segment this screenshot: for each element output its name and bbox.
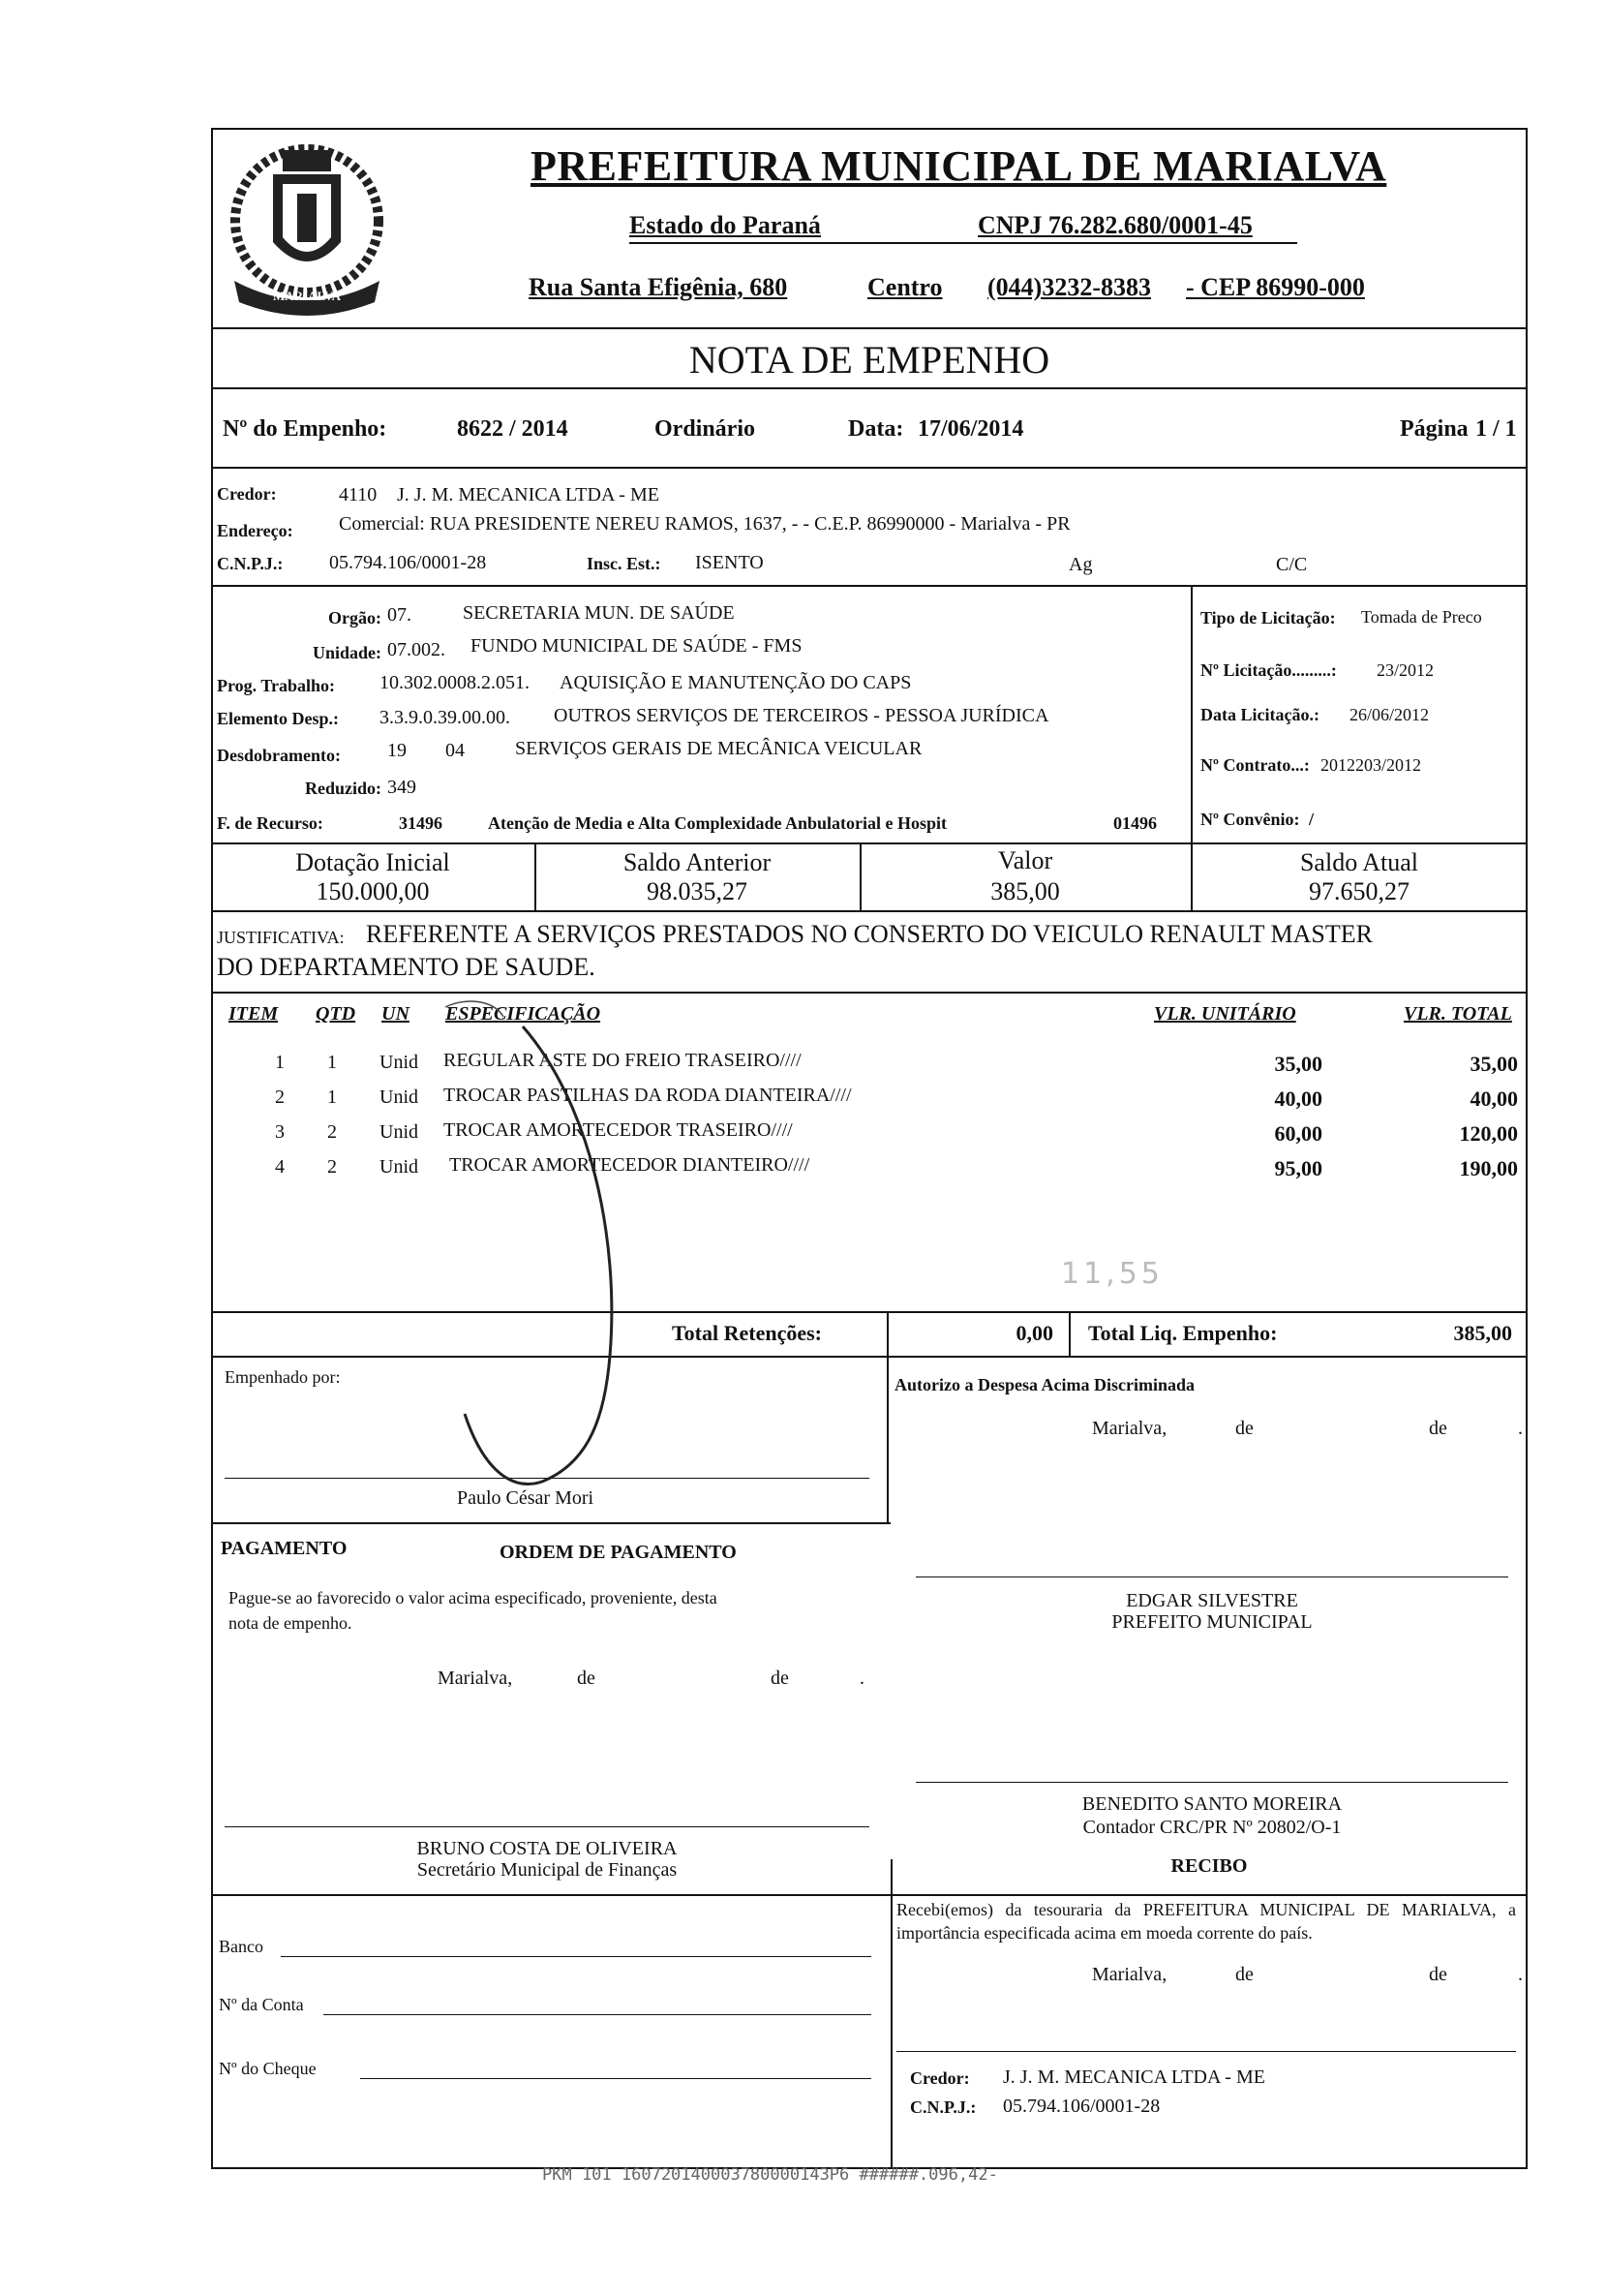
item-number: 3 (275, 1121, 285, 1143)
empenho-date-label: Data: (848, 416, 904, 442)
recibo-text: Recebi(emos) da tesouraria da PREFEITURA MUNICIPAL DE MARIALVA, a importância especificada acima em moeda corrente do país. (896, 1900, 1516, 1944)
address-phone: (044)3232-8383 (987, 273, 1151, 301)
col-qtd-header: QTD (316, 1003, 356, 1025)
saldo-anterior-value: 98.035,27 (647, 877, 747, 905)
item-spec: TROCAR AMORTECEDOR DIANTEIRO//// (449, 1154, 810, 1176)
pague-de-2: de (771, 1668, 789, 1689)
signature-column-divider (887, 1356, 889, 1522)
recibo-credor-label: Credor: (910, 2068, 970, 2088)
contador-sign-line (916, 1782, 1508, 1783)
credor-code: 4110 (339, 484, 378, 505)
justificativa-line2: DO DEPARTAMENTO DE SAUDE. (217, 953, 595, 981)
contador-name: BENEDITO SANTO MOREIRA (1081, 1793, 1343, 1815)
autorizo-text: Autorizo a Despesa Acima Discriminada (894, 1375, 1195, 1394)
prog-label: Prog. Trabalho: (217, 676, 336, 695)
item-unit-value: 40,00 (1274, 1087, 1322, 1111)
licitacao-data: 26/06/2012 (1349, 705, 1430, 724)
divider-recibo (211, 1894, 1528, 1896)
prefeito-title: PREFEITO MUNICIPAL (1111, 1611, 1313, 1633)
credor-ie-label: Insc. Est.: (587, 554, 661, 573)
saldo-atual-value: 97.650,27 (1309, 877, 1410, 905)
justificativa-label: JUSTIFICATIVA: (217, 928, 345, 947)
pague-text-1: Pague-se ao favorecido o valor acima especificado, proveniente, desta (228, 1588, 717, 1607)
address-street: Rua Santa Efigênia, 680 (529, 273, 788, 301)
desdobramento-code1: 19 (387, 740, 407, 761)
item-qtd: 1 (327, 1087, 337, 1108)
licitacao-num-label: Nº Licitação.........: (1200, 660, 1337, 680)
contrato-label: Nº Contrato...: (1200, 755, 1310, 775)
item-qtd: 2 (327, 1121, 337, 1143)
divider-saldos (211, 910, 1528, 912)
liquido-value: 385,00 (1453, 1321, 1512, 1345)
handwritten-note: 11,55 (1061, 1257, 1164, 1291)
recibo-de-1: de (1235, 1964, 1254, 1985)
convenio-label: Nº Convênio: (1200, 810, 1300, 829)
valor-label: Valor (997, 846, 1053, 874)
divider-items (211, 1311, 1528, 1313)
item-total-value: 40,00 (1470, 1087, 1518, 1111)
credor-ie: ISENTO (695, 552, 764, 573)
autorizo-city: Marialva, (1092, 1418, 1167, 1439)
divider-justificativa (211, 992, 1528, 994)
unidade-code: 07.002. (387, 639, 445, 660)
col-spec-header: ESPECIFICAÇÃO (445, 1003, 601, 1025)
pague-dot: . (860, 1668, 864, 1689)
pagamento-label: PAGAMENTO (221, 1538, 348, 1559)
justificativa-line1: REFERENTE A SERVIÇOS PRESTADOS NO CONSERTO DO VEICULO RENAULT MASTER (366, 920, 1373, 948)
recibo-column-divider (891, 1859, 893, 2169)
autorizo-dot: . (1518, 1418, 1523, 1439)
divider-licitacao (1191, 585, 1193, 844)
retencoes-label: Total Retenções: (672, 1321, 822, 1345)
credor-address: Comercial: RUA PRESIDENTE NEREU RAMOS, 1637, - - C.E.P. 86990000 - Marialva - PR (339, 513, 1071, 535)
totals-divider-left (887, 1311, 889, 1356)
divider-budget (211, 842, 1528, 844)
contador-title: Contador CRC/PR Nº 20802/O-1 (1082, 1817, 1342, 1838)
licitacao-tipo-label: Tipo de Licitação: (1200, 608, 1336, 628)
divider-title (211, 387, 1528, 389)
prog-name: AQUISIÇÃO E MANUTENÇÃO DO CAPS (560, 672, 912, 693)
credor-sign-line (896, 2051, 1516, 2052)
desdobramento-code2: 04 (445, 740, 465, 761)
dotacao-value: 150.000,00 (316, 877, 430, 905)
credor-cnpj-label: C.N.P.J.: (217, 554, 284, 573)
credor-cnpj: 05.794.106/0001-28 (329, 552, 487, 573)
doc-title: NOTA DE EMPENHO (688, 338, 1050, 382)
address-district: Centro (867, 273, 943, 301)
financas-title: Secretário Municipal de Finanças (416, 1859, 678, 1881)
item-number: 4 (275, 1156, 285, 1178)
item-total-value: 120,00 (1459, 1121, 1518, 1146)
convenio-value: / (1309, 810, 1315, 829)
licitacao-num: 23/2012 (1377, 660, 1435, 680)
autorizo-de-1: de (1235, 1418, 1254, 1439)
financas-sign-line (225, 1826, 869, 1827)
recurso-code2: 01496 (1113, 813, 1157, 833)
page-number: 1 / 1 (1475, 416, 1517, 442)
recurso-name: Atenção de Media e Alta Complexidade Anbulatorial e Hospit (488, 813, 947, 833)
item-qtd: 2 (327, 1156, 337, 1178)
recurso-label: F. de Recurso: (217, 813, 323, 833)
item-un: Unid (379, 1121, 418, 1143)
divider-totals (211, 1356, 1528, 1358)
credor-name: J. J. M. MECANICA LTDA - ME (397, 484, 659, 505)
reduzido-value: 349 (387, 777, 416, 798)
col-unit-header: VLR. UNITÁRIO (1154, 1003, 1296, 1025)
divider-header (211, 327, 1528, 329)
item-spec: TROCAR PASTILHAS DA RODA DIANTEIRA//// (443, 1085, 852, 1106)
licitacao-tipo: Tomada de Preco (1361, 607, 1482, 627)
item-total-value: 35,00 (1470, 1052, 1518, 1076)
item-unit-value: 35,00 (1274, 1052, 1322, 1076)
credor-address-label: Endereço: (217, 521, 293, 540)
recibo-credor-name: J. J. M. MECANICA LTDA - ME (1003, 2066, 1265, 2088)
col-item-header: ITEM (228, 1003, 279, 1025)
recibo-cnpj: 05.794.106/0001-28 (1003, 2096, 1161, 2117)
pague-text-2: nota de empenho. (228, 1613, 352, 1633)
elemento-label: Elemento Desp.: (217, 709, 339, 728)
divider-empenho (211, 467, 1528, 469)
elemento-code: 3.3.9.0.39.00.00. (379, 707, 510, 728)
page-title: PREFEITURA MUNICIPAL DE MARIALVA (531, 142, 1387, 190)
empenho-label: Nº do Empenho: (223, 416, 387, 442)
elemento-name: OUTROS SERVIÇOS DE TERCEIROS - PESSOA JURÍDICA (554, 705, 1049, 726)
credor-cc-label: C/C (1276, 554, 1308, 575)
state-name: Estado do Paraná (629, 211, 821, 239)
unidade-name: FUNDO MUNICIPAL DE SAÚDE - FMS (470, 635, 803, 657)
orgao-label: Orgão: (328, 608, 381, 628)
conta-field[interactable] (323, 1995, 871, 2015)
empenho-type: Ordinário (654, 416, 756, 442)
recibo-dot: . (1518, 1964, 1523, 1985)
valor-value: 385,00 (990, 877, 1060, 905)
desdobramento-label: Desdobramento: (217, 746, 341, 765)
liquido-label: Total Liq. Empenho: (1088, 1321, 1278, 1345)
item-spec: TROCAR AMORTECEDOR TRASEIRO//// (443, 1119, 793, 1141)
reduzido-label: Reduzido: (304, 779, 381, 798)
col-total-header: VLR. TOTAL (1404, 1003, 1512, 1025)
totals-divider-mid (1069, 1311, 1071, 1356)
contrato-value: 2012203/2012 (1320, 755, 1422, 775)
banco-field[interactable] (281, 1937, 871, 1957)
divider-credor (211, 585, 1528, 587)
prog-code: 10.302.0008.2.051. (379, 672, 530, 693)
financas-name: BRUNO COSTA DE OLIVEIRA (416, 1838, 678, 1859)
cnpj-header: CNPJ 76.282.680/0001-45 (978, 211, 1253, 239)
address-cep: - CEP 86990-000 (1186, 273, 1365, 301)
orgao-name: SECRETARIA MUN. DE SAÚDE (463, 602, 735, 624)
cheque-label: Nº do Cheque (219, 2059, 317, 2078)
divider-pagamento (211, 1522, 891, 1524)
recibo-cnpj-label: C.N.P.J.: (910, 2097, 977, 2117)
dotacao-label: Dotação Inicial (295, 848, 450, 876)
item-total-value: 190,00 (1459, 1156, 1518, 1180)
item-unit-value: 95,00 (1274, 1156, 1322, 1180)
empenho-number: 8622 / 2014 (457, 416, 568, 442)
empenho-date: 17/06/2014 (918, 416, 1024, 442)
page-label: Página (1400, 416, 1469, 442)
item-un: Unid (379, 1087, 418, 1108)
saldo-atual-label: Saldo Atual (1299, 848, 1419, 876)
orgao-code: 07. (387, 604, 411, 626)
credor-ag-label: Ag (1069, 554, 1093, 575)
recibo-de-2: de (1429, 1964, 1447, 1985)
conta-label: Nº da Conta (219, 1995, 304, 2014)
autorizo-de-2: de (1429, 1418, 1447, 1439)
pague-de-1: de (577, 1668, 595, 1689)
item-spec: REGULAR ASTE DO FREIO TRASEIRO//// (443, 1050, 802, 1071)
item-unit-value: 60,00 (1274, 1121, 1322, 1146)
footer-stamp: PKM 101 160720140003780000143P6 ######.096,42- (542, 2165, 998, 2185)
col-un-header: UN (381, 1003, 409, 1025)
item-qtd: 1 (327, 1052, 337, 1073)
recibo-city: Marialva, (1092, 1964, 1167, 1985)
retencoes-value: 0,00 (1016, 1321, 1053, 1345)
cheque-field[interactable] (360, 2059, 871, 2079)
recibo-title: RECIBO (1170, 1855, 1248, 1877)
item-un: Unid (379, 1052, 418, 1073)
empenhado-name: Paulo César Mori (457, 1487, 594, 1509)
prefeito-name: EDGAR SILVESTRE (1126, 1590, 1298, 1611)
item-un: Unid (379, 1156, 418, 1178)
item-number: 2 (275, 1087, 285, 1108)
crest-logo (215, 136, 399, 329)
crest-banner-text: MARIALVA (273, 289, 342, 303)
ordem-label: ORDEM DE PAGAMENTO (500, 1542, 737, 1563)
empenhado-label: Empenhado por: (225, 1367, 341, 1387)
licitacao-data-label: Data Licitação.: (1200, 705, 1319, 724)
credor-label: Credor: (217, 484, 277, 504)
desdobramento-name: SERVIÇOS GERAIS DE MECÂNICA VEICULAR (515, 738, 923, 759)
recurso-code: 31496 (399, 813, 442, 833)
banco-label: Banco (219, 1937, 263, 1956)
item-number: 1 (275, 1052, 285, 1073)
saldo-anterior-label: Saldo Anterior (622, 848, 772, 876)
signature-scribble (426, 988, 658, 1511)
unidade-label: Unidade: (312, 643, 381, 662)
pague-city: Marialva, (438, 1668, 513, 1689)
header-underline-1 (629, 242, 1297, 244)
